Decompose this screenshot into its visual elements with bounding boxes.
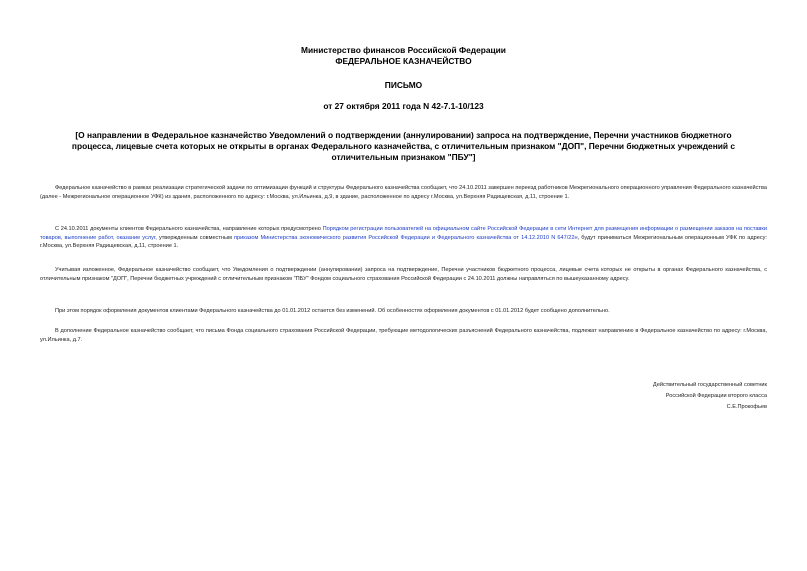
paragraph-2-text-b: , утвержденным совместным — [155, 234, 234, 241]
signatory-name: С.Е.Прокофьев — [726, 404, 767, 410]
paragraph-5: В дополнение Федеральное казначейство сообщает, что письма Фонда социального страхования Российской Федерации, требующие методологических разъяснений Федерального казначейства, подлежат направлению в Федеральное казначейство по адресу: г.Москва, ул.Ильинка, д.7. — [40, 328, 767, 343]
paragraph-4: При этом порядок оформления документов клиентами Федерального казначейства до 01.01.2012 остается без изменений. Об особенностях оформления документов с 01.01.2012 будет сообщено дополнительно. — [55, 308, 610, 314]
document-header — [0, 45, 807, 67]
paragraph-3: Учитывая изложенное, Федеральное казначейство сообщает, что Уведомления о подтверждении (аннулировании) запроса на подтверждение, Перечни участников бюджетного процесса, лицевые счета которых не открыты в органах Федерального казначейства, с отличительным признаком "ДОП", Перечни бюджетных учреждений с отличительным признаком "ПБУ" Фондом социального страхования Российской Федерации с 24.10.2011 должны направляться по вышеуказанному адресу. — [40, 267, 767, 282]
paragraph-2-text-a: С 24.10.2011 документы клиентов Федерального казначейства, направление которых предусмотрено — [55, 226, 323, 232]
document-type: ПИСЬМО — [384, 80, 423, 90]
paragraph-1: Федеральное казначейство в рамках реализации стратегической задачи по оптимизации функций и структуры Федерального казначейства сообщает, что 24.10.2011 завершен переезд работников Межрегионального операционного управления Федерального казначейства (далее - Межрегиональное операционное УФК) из здания, расположенного по адресу: г.Москва, ул.Ильинка, д.9, в здание, расположенное по адресу г.Москва, ул.Верхняя Радищевская, д.11, строение 1. — [40, 185, 767, 200]
paragraph-2-text-c: , будут приниматься Межрегиональным операционным УФК по адресу: г.Москва, ул.Верхняя Радищевская, д.11, строение 1. — [40, 234, 767, 250]
signatory-title-1: Действительный государственный советник — [652, 382, 767, 388]
document-subject: [О направлении в Федеральное казначейство Уведомлений о подтверждении (аннулировании) запроса на подтверждение, Перечни участников бюджетного процесса, лицевые счета которых не открыты в органах Федерального казначейства, с отличительным признаком "ДОП", Перечни бюджетных учреждений с отличительным признаком "ПБУ"] — [71, 130, 736, 162]
joint-order-link[interactable]: приказом Министерства экономического развития Российской Федерации и Федерального казначейства от 14.12.2010 N 647/22н — [234, 234, 578, 241]
paragraph-2 — [40, 225, 767, 251]
signatory-title-2: Российской Федерации второго класса — [665, 393, 767, 399]
ministry-name: Министерство финансов Российской Федерации — [301, 45, 506, 55]
registration-procedure-link[interactable]: Порядком регистрации пользователей на официальном сайте Российской Федерации в сети Интернет для размещения информации о размещении заказов на поставки товаров, выполнение работ, оказание услуг — [40, 226, 767, 241]
agency-name: ФЕДЕРАЛЬНОЕ КАЗНАЧЕЙСТВО — [335, 56, 472, 66]
signature-block — [560, 380, 767, 413]
document-date-number: от 27 октября 2011 года N 42-7.1-10/123 — [323, 101, 484, 111]
